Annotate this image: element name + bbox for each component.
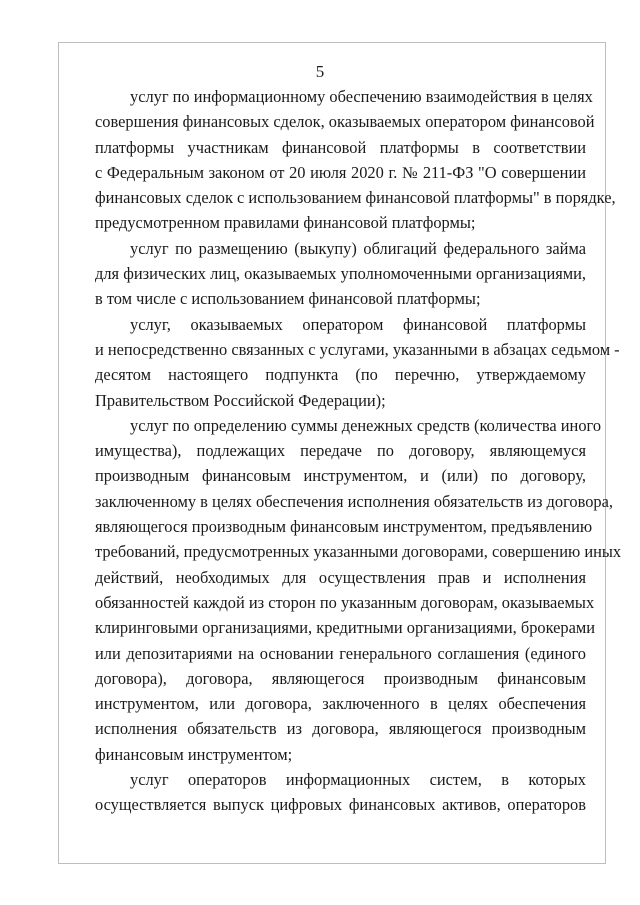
text-line: в том числе с использованием финансовой платформы;: [95, 289, 481, 309]
text-line: совершения финансовых сделок, оказываемых оператором финансовой: [95, 112, 595, 132]
page-number: 5: [315, 62, 325, 81]
text-line: финансовым инструментом;: [95, 744, 293, 764]
text-line: услуг, оказываемых оператором финансовой платформы: [130, 314, 586, 334]
text-line: исполнения обязательств из договора, являющегося производным: [95, 719, 586, 739]
text-line: платформы участникам финансовой платформы в соответствии: [95, 137, 586, 157]
text-line: инструментом, или договора, заключенного в целях обеспечения: [95, 694, 586, 714]
text-line: десятом настоящего подпункта (по перечню, утверждаемому: [95, 365, 586, 385]
paragraph: [95, 236, 586, 312]
text-line: с Федеральным законом от 20 июля 2020 г. № 211-ФЗ "О совершении: [95, 162, 586, 182]
text-line: Правительством Российской Федерации);: [95, 390, 386, 410]
text-line: обязанностей каждой из сторон по указанным договорам, оказываемых: [95, 592, 595, 612]
text-line: услуг по размещению (выкупу) облигаций федерального займа: [130, 238, 586, 258]
text-line: действий, необходимых для осуществления прав и исполнения: [95, 567, 586, 587]
text-line: клиринговыми организациями, кредитными организациями, брокерами: [95, 618, 596, 638]
paragraph: [95, 312, 620, 413]
text-line: для физических лиц, оказываемых уполномоченными организациями,: [95, 264, 586, 284]
paragraph: [95, 84, 616, 236]
text-line: заключенному в целях обеспечения исполнения обязательств из договора,: [95, 491, 613, 511]
text-line: договора), договора, являющегося производным финансовым: [95, 668, 586, 688]
text-line: и непосредственно связанных с услугами, указанными в абзацах седьмом -: [95, 339, 620, 359]
paragraph: [95, 413, 622, 767]
text-line: услуг по информационному обеспечению взаимодействия в целях: [130, 87, 593, 106]
paragraph: [95, 767, 586, 818]
text-line: финансовых сделок с использованием финансовой платформы" в порядке,: [95, 188, 616, 208]
text-line: требований, предусмотренных указанными договорами, совершению иных: [95, 542, 622, 562]
text-line: имущества), подлежащих передаче по договору, являющемуся: [95, 441, 586, 461]
text-line: услуг операторов информационных систем, в которых: [130, 770, 586, 790]
text-line: услуг по определению суммы денежных средств (количества иного: [130, 415, 602, 435]
text-line: осуществляется выпуск цифровых финансовых активов, операторов: [95, 795, 586, 815]
text-line: производным финансовым инструментом, и (или) по договору,: [95, 466, 586, 486]
document-body: [95, 84, 622, 818]
text-line: или депозитариями на основании генерального соглашения (единого: [95, 643, 586, 663]
text-line: являющегося производным финансовым инструментом, предъявлению: [95, 517, 593, 537]
text-line: предусмотренном правилами финансовой платформы;: [95, 213, 476, 233]
